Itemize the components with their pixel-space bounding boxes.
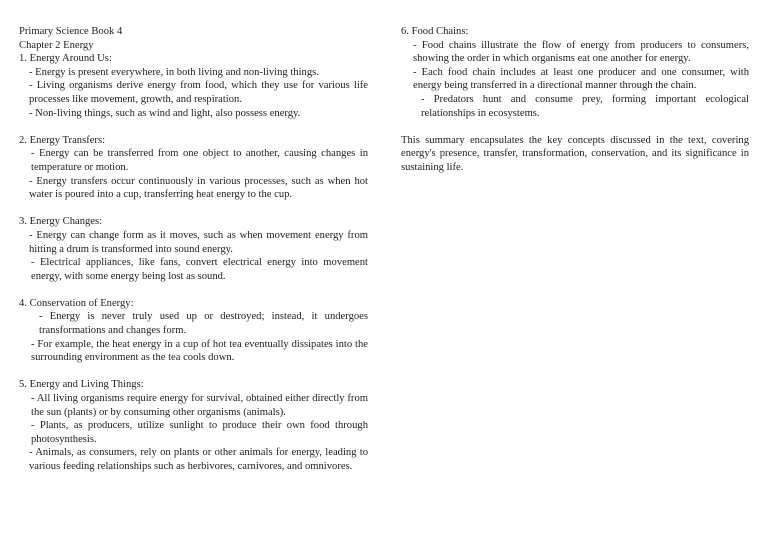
section-point: - Living organisms derive energy from food, which they use for various life processes like movement, growth, and respiration. [29, 80, 368, 105]
book-title: Primary Science Book 4 [19, 26, 123, 37]
paragraph-gap [401, 120, 749, 134]
section-heading: 2. Energy Transfers: [19, 134, 106, 146]
section-point: - Food chains illustrate the flow of energy from producers to consumers, showing the order in which organisms eat one another for energy. [413, 39, 749, 65]
paragraph-gap [19, 120, 368, 134]
section-heading: 1. Energy Around Us: [19, 53, 112, 65]
section-heading: 4. Conservation of Energy: [19, 297, 134, 309]
paragraph-gap [19, 202, 368, 216]
section-energy-changes [19, 215, 368, 283]
section-point: - Each food chain includes at least one producer and one consumer, with energy being transferred in a directional manner through the chain. [413, 66, 749, 92]
section-point: - Animals, as consumers, rely on plants or other animals for energy, leading to various feeding relationships such as herbivores, carnivores, and omnivores. [29, 447, 368, 472]
section-point: - Predators hunt and consume prey, forming important ecological relationships in ecosystems. [421, 93, 749, 119]
left-column [19, 25, 368, 474]
section-food-chains [401, 25, 749, 120]
section-point: - For example, the heat energy in a cup of hot tea eventually dissipates into the surrounding environment as the tea cools down. [31, 338, 368, 364]
section-point: - Non-living things, such as wind and light, also possess energy. [29, 107, 301, 119]
section-heading: 5. Energy and Living Things: [19, 379, 144, 391]
section-point: - All living organisms require energy for survival, obtained either directly from the sun (plants) or by consuming other organisms (animals). [31, 393, 368, 418]
section-heading: 3. Energy Changes: [19, 216, 103, 228]
chapter-title: Chapter 2 Energy [19, 39, 94, 51]
section-point: - Energy can change form as it moves, such as when movement energy from hitting a drum is transformed into sound energy. [29, 229, 368, 255]
section-heading: 6. Food Chains: [401, 26, 469, 37]
section-conservation-of-energy [19, 297, 368, 365]
section-point: - Plants, as producers, utilize sunlight to produce their own food through photosynthesis. [31, 420, 368, 445]
right-column [401, 25, 749, 175]
section-energy-and-living-things [19, 378, 368, 473]
paragraph-gap [19, 283, 368, 297]
section-energy-around-us [19, 52, 368, 120]
section-point: - Energy is never truly used up or destroyed; instead, it undergoes transformations and changes form. [39, 311, 368, 337]
section-point: - Energy is present everywhere, in both living and non-living things. [29, 66, 319, 78]
section-point: - Electrical appliances, like fans, convert electrical energy into movement energy, with some energy being lost as sound. [31, 257, 368, 282]
paragraph-gap [19, 365, 368, 379]
summary-paragraph: This summary encapsulates the key concepts discussed in the text, covering energy's presence, transfer, transformation, conservation, and its significance in sustaining life. [401, 134, 749, 173]
section-point: - Energy transfers occur continuously in various processes, such as when hot water is poured into a cup, transferring heat energy to the cup. [29, 175, 368, 201]
section-energy-transfers [19, 134, 368, 202]
section-point: - Energy can be transferred from one object to another, causing changes in temperature or motion. [31, 148, 368, 173]
